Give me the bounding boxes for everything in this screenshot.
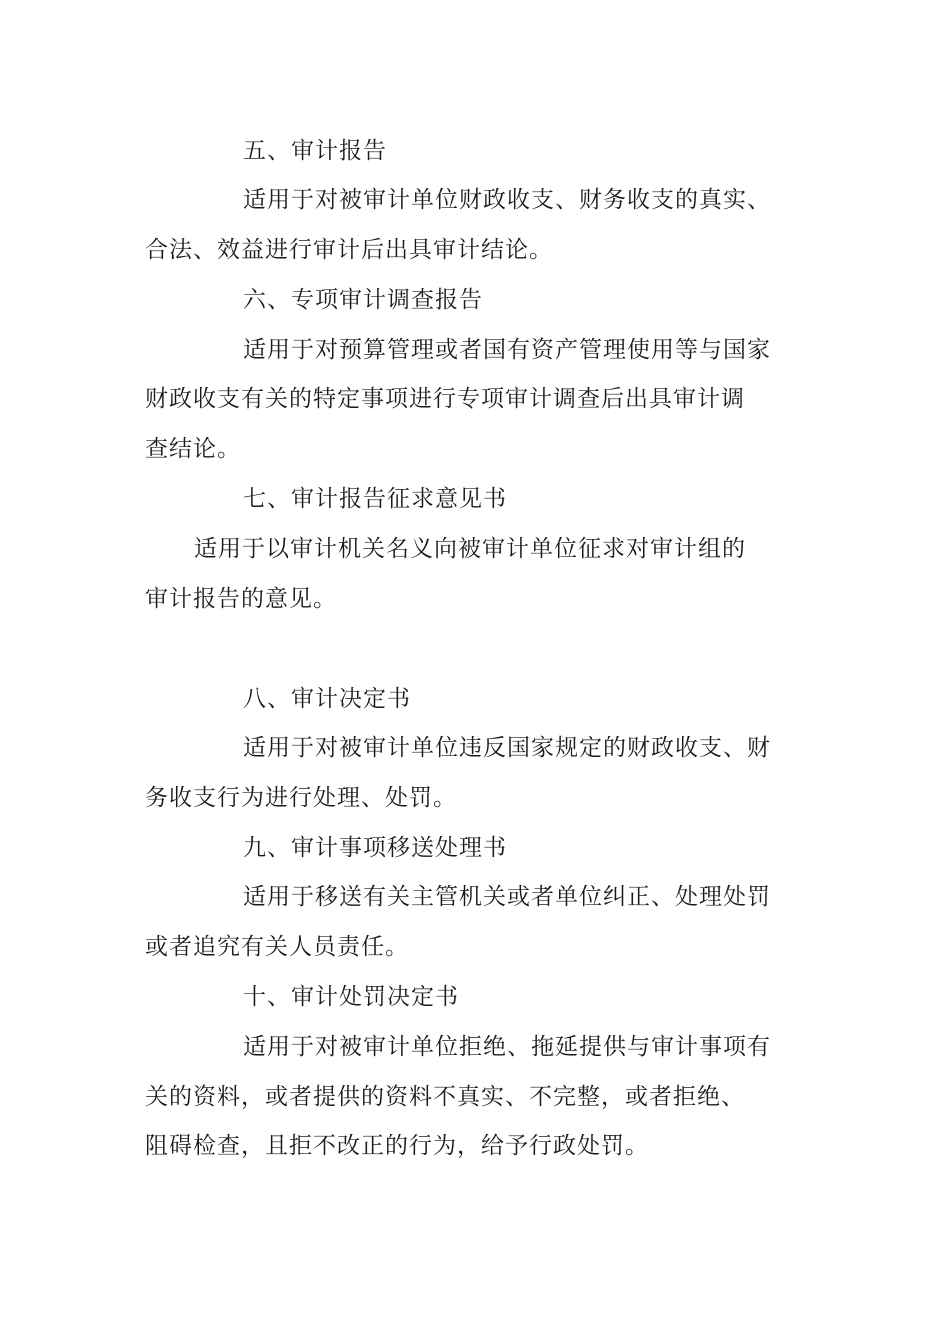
section-5-line-2: 合法、效益进行审计后出具审计结论。 xyxy=(145,237,553,263)
section-9-line-2: 或者追究有关人员责任。 xyxy=(145,934,409,960)
section-7-line-2: 审计报告的意见。 xyxy=(145,586,337,612)
section-9-line-1: 适用于移送有关主管机关或者单位纠正、处理处罚 xyxy=(243,884,771,910)
section-6-line-2: 财政收支有关的特定事项进行专项审计调查后出具审计调 xyxy=(145,386,745,412)
section-7-line-1: 适用于以审计机关名义向被审计单位征求对审计组的 xyxy=(194,536,746,562)
section-10-line-1: 适用于对被审计单位拒绝、拖延提供与审计事项有 xyxy=(243,1034,771,1060)
section-8-heading: 八、审计决定书 xyxy=(243,686,411,712)
section-5-line-1: 适用于对被审计单位财政收支、财务收支的真实、 xyxy=(243,187,771,213)
section-8-line-1: 适用于对被审计单位违反国家规定的财政收支、财 xyxy=(243,735,771,761)
section-9-heading: 九、审计事项移送处理书 xyxy=(243,835,507,861)
section-8-line-2: 务收支行为进行处理、处罚。 xyxy=(145,785,457,811)
section-5-heading: 五、审计报告 xyxy=(243,138,387,164)
section-7-heading: 七、审计报告征求意见书 xyxy=(243,486,507,512)
section-6-line-3: 查结论。 xyxy=(145,436,241,462)
section-10-line-3: 阻碍检查，且拒不改正的行为，给予行政处罚。 xyxy=(145,1133,649,1159)
section-10-heading: 十、审计处罚决定书 xyxy=(243,984,459,1010)
section-10-line-2: 关的资料，或者提供的资料不真实、不完整，或者拒绝、 xyxy=(145,1084,745,1110)
section-6-line-1: 适用于对预算管理或者国有资产管理使用等与国家 xyxy=(243,337,771,363)
section-6-heading: 六、专项审计调查报告 xyxy=(243,287,483,313)
